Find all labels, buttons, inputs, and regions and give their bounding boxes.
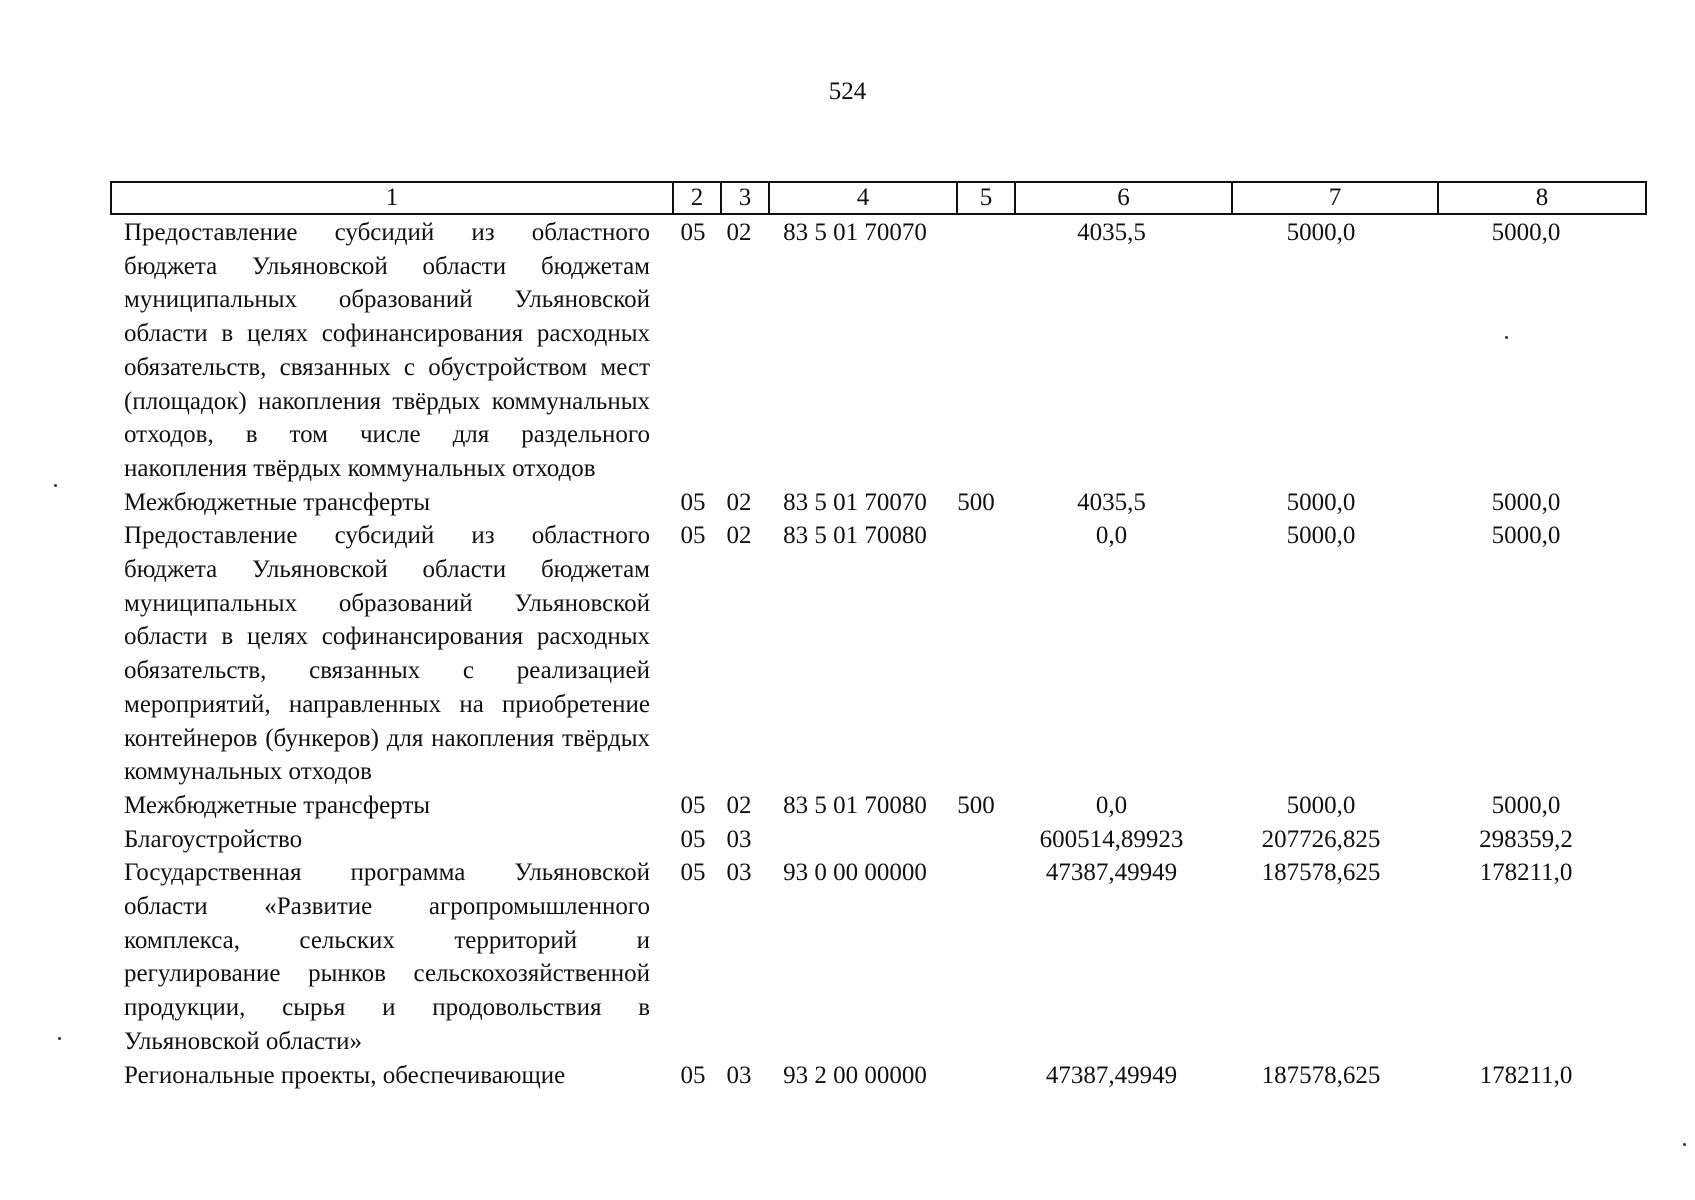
row-value-8: 5000,0	[1491, 488, 1561, 516]
row-section: 05	[680, 522, 706, 550]
row-value-6: 4035,5	[1077, 219, 1146, 246]
row-subsection: 02	[726, 522, 752, 550]
row-section: 05	[680, 859, 706, 887]
row-value-7: 187578,625	[1261, 1061, 1381, 1089]
row-expense-type	[948, 1059, 1004, 1093]
column-header-row	[111, 182, 1646, 214]
row-name: Благоустройство	[124, 825, 303, 853]
row-value-6: 47387,49949	[1045, 1061, 1178, 1089]
row-name: Государственная программа Ульяновской области «Развитие агропромышленного комплекса, сельских территорий и регулирование рынков сельскохозяйственной продукции, сырья и продовольствия в Ульяновской области»	[124, 859, 650, 1055]
column-header-1: 1	[111, 182, 673, 214]
table-row	[110, 823, 1629, 857]
column-header-4: 4	[769, 182, 957, 214]
row-subsection: 02	[726, 791, 752, 819]
row-value-7: 5000,0	[1286, 791, 1356, 819]
row-value-8: 178211,0	[1479, 859, 1573, 887]
table-row	[110, 216, 1629, 486]
row-target-code: 93 2 00 00000	[783, 1061, 927, 1089]
row-section: 05	[680, 219, 706, 246]
row-expense-type	[948, 216, 1004, 486]
row-value-7: 187578,625	[1261, 859, 1381, 887]
row-value-6: 47387,49949	[1045, 859, 1178, 887]
row-value-7: 5000,0	[1286, 522, 1356, 550]
row-subsection: 02	[726, 219, 752, 246]
row-target-code: 93 0 00 00000	[783, 859, 927, 887]
page-number: 524	[828, 78, 867, 105]
row-name: Предоставление субсидий из областного бюджета Ульяновской области бюджетам муниципальных образований Ульяновской области в целях софинансирования расходных обязательств, связанных с обустройством мест (площадок) накопления твёрдых коммунальных отходов, в том числе для раздельного накопления твёрдых коммунальных отходов	[124, 219, 650, 482]
row-value-8: 5000,0	[1491, 219, 1561, 246]
row-section: 05	[680, 825, 706, 853]
row-subsection: 02	[726, 488, 752, 516]
row-value-7: 207726,825	[1261, 825, 1381, 853]
row-value-6: 4035,5	[1077, 488, 1146, 516]
row-target-code: 83 5 01 70070	[783, 219, 927, 246]
row-name: Региональные проекты, обеспечивающие	[124, 1061, 566, 1089]
row-value-8: 5000,0	[1491, 791, 1561, 819]
row-name: Межбюджетные трансферты	[124, 791, 431, 819]
row-target-code: 83 5 01 70080	[783, 522, 927, 550]
column-header-6: 6	[1015, 182, 1232, 214]
row-subsection: 03	[726, 825, 752, 853]
scan-speck	[54, 484, 57, 487]
row-expense-type: 500	[957, 791, 995, 819]
row-subsection: 03	[726, 1061, 752, 1089]
row-section: 05	[680, 1061, 706, 1089]
row-target-code: 83 5 01 70070	[783, 488, 927, 516]
row-value-6: 0,0	[1095, 791, 1128, 819]
scan-speck	[1683, 1143, 1686, 1146]
row-target-code: 83 5 01 70080	[783, 791, 927, 819]
column-header-5: 5	[957, 182, 1015, 214]
table-row	[110, 1059, 1629, 1093]
row-value-8: 298359,2	[1479, 825, 1573, 853]
table-row	[110, 519, 1629, 789]
column-header-8: 8	[1438, 182, 1646, 214]
row-expense-type: 500	[957, 488, 995, 516]
row-subsection: 03	[726, 859, 752, 887]
row-value-7: 5000,0	[1286, 219, 1356, 246]
row-expense-type	[948, 519, 1004, 789]
row-name: Межбюджетные трансферты	[124, 488, 431, 516]
row-value-6: 600514,89923	[1039, 825, 1184, 853]
row-section: 05	[680, 488, 706, 516]
column-header-table	[110, 181, 1647, 215]
table-row	[110, 789, 1629, 823]
column-header-7: 7	[1232, 182, 1438, 214]
row-expense-type	[948, 823, 1004, 857]
row-expense-type	[948, 856, 1004, 1058]
row-value-8: 178211,0	[1479, 1061, 1573, 1089]
row-value-8: 5000,0	[1491, 522, 1561, 550]
column-header-3: 3	[721, 182, 769, 214]
row-target-code	[762, 823, 948, 857]
budget-table	[110, 216, 1629, 1092]
column-header-2: 2	[673, 182, 721, 214]
scan-speck	[1505, 336, 1508, 339]
row-value-7: 5000,0	[1286, 488, 1356, 516]
table-row	[110, 856, 1629, 1058]
row-value-6: 0,0	[1095, 522, 1128, 550]
row-section: 05	[680, 791, 706, 819]
scan-speck	[58, 1037, 61, 1040]
row-name: Предоставление субсидий из областного бюджета Ульяновской области бюджетам муниципальных образований Ульяновской области в целях софинансирования расходных обязательств, связанных с реализацией мероприятий, направленных на приобретение контейнеров (бункеров) для накопления твёрдых коммунальных отходов	[124, 522, 650, 786]
table-row	[110, 486, 1629, 520]
